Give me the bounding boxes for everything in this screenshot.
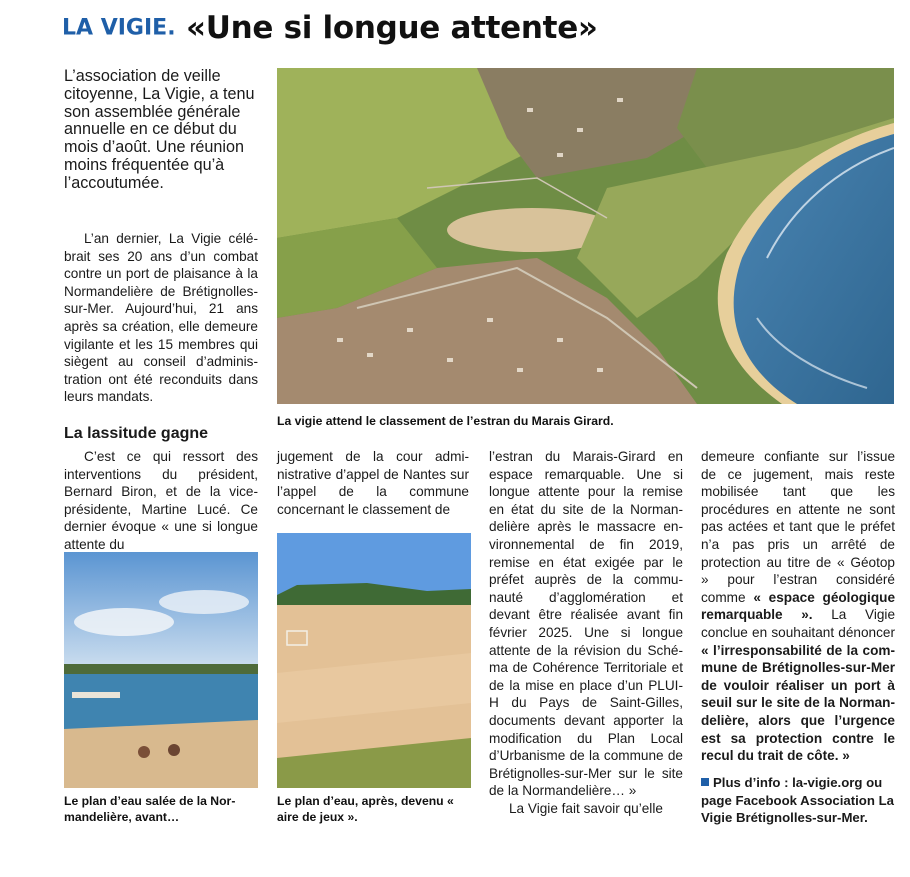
article-lead: L’association de veille citoyenne, La Vigie, a tenu son assemblée générale annuelle en ce début du mois d’août. Une réunion moins fréquentée qu’à l’accoutumée. (64, 67, 255, 192)
photo-before (64, 552, 258, 788)
main-photo-caption: La vigie attend le classement de l’estran du Marais Girard. (277, 414, 614, 428)
info-box (701, 774, 895, 827)
column-4 (701, 448, 895, 765)
intro-paragraph (64, 230, 258, 406)
photo-before-caption: Le plan d’eau salée de la Normandelière, avant… (64, 794, 236, 824)
column-4-bold-1: « espace géologique remarquable ». (701, 589, 896, 623)
headline (62, 10, 598, 50)
column-3-tail: La Vigie fait savoir qu’elle (509, 800, 663, 816)
info-bullet-icon (701, 778, 709, 786)
info-text: Plus d’info : la-vigie.org ou page Facebook Association La Vigie Brétignolles-sur-Mer. (701, 775, 894, 825)
column-4-bold-2: « l’irresponsabilité de la commune de Brétignolles-sur-Mer de vouloir réaliser un port à seuil sur le site de la Normandelière, alors que l’urgence est sa protection contre le recul du trait de côte. » (701, 642, 895, 764)
article-title: «Une si longue attente» (186, 10, 598, 46)
column-4-text-b: La Vigie conclue en souhaitant dénoncer (701, 607, 895, 640)
column-1-text: C’est ce qui ressort des interventions du président, Bernard Biron, et de la vice-présidente, Martine Lucé. Ce dernier évoque « une si longue attente du (64, 449, 258, 552)
subheading: La lassitude gagne (64, 425, 209, 442)
intro-text: L’an dernier, La Vigie célébrait ses 20 ans d’un combat contre un port de plaisance à la Normandelière de Brétignolles-sur-Mer. Aujourd’hui, 21 ans après sa création, elle demeure vigilante et les 15 membres qui siègent au conseil d’administration ont été reconduits dans leurs mandats. (64, 231, 258, 405)
column-2 (277, 448, 469, 518)
column-1 (64, 448, 258, 554)
photo-after-caption: Le plan d’eau, après, devenu « aire de jeux ». (277, 794, 454, 824)
column-4-paragraph (701, 448, 895, 765)
section-kicker: LA VIGIE. (62, 15, 176, 41)
column-4-text-a: demeure confiante sur l’issue de ce jugement, mais reste mobilisée tant que les procédures en attente ne sont pas actées et tant que le préfet n’a pas pris un arrêté de protection au titre de « Géotop » pour l’estran considéré comme (701, 449, 895, 605)
column-3-text: l’estran du Marais-Girard en espace remarquable. Une si longue attente pour la remise en état du site de la Normandelière après le massacre environnemental de fin 2019, remise en état exigée par le préfet auprès de la communauté d’agglomération et devant être réalisée avant fin février 2025. Une si longue attente de la révision du Schéma de Cohérence Territoriale et de la mise en place d’un PLUI-H du Pays de Saint-Gilles, documents devant apporter la modification du Plan Local d’Urbanisme de la commune de Brétignolles-sur-Mer sur le site de la Normandelière… » (489, 449, 683, 799)
column-2-text: jugement de la cour administrative d’appel de Nantes sur l’appel de la commune concernant le classement de (277, 449, 469, 517)
main-aerial-photo (277, 68, 894, 404)
column-3 (489, 448, 683, 817)
photo-after (277, 533, 471, 788)
